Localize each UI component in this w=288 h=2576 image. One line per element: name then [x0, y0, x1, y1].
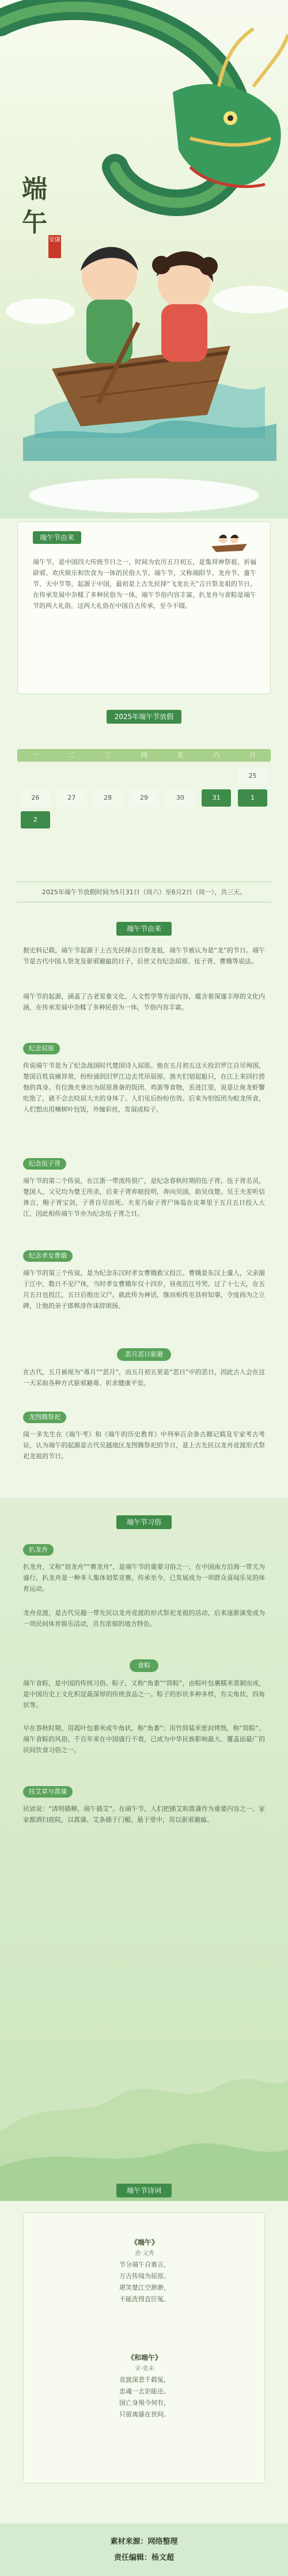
holiday-note: 2025年端午节放假时间为5月31日（周六）至6月2日（周一），共三天。: [41, 888, 247, 896]
calendar-day: 27: [57, 789, 86, 807]
calendar-empty-cell: [57, 767, 86, 785]
origin-sub-text: 端午节的第二个传说，在江浙一带流传很广，是纪念春秋时期的伍子胥。伍子胥名员，楚国人，父兄均为楚王所杀，后来子胥弃暗投明，奔向吴国，助吴伐楚。吴王夫差听信谗言，赐子胥宝剑，子胥自尽而死。夫差乃取子胥尸体装在皮革里于五月五日投入大江，因此相传端午节亦为纪念伍子胥之日。: [23, 1177, 265, 1217]
origin-sub-tag: 纪念伍子胥: [23, 1158, 66, 1170]
calendar-empty-cell: [130, 811, 159, 829]
calendar-day: 29: [130, 789, 159, 807]
holiday-calendar: [17, 749, 271, 876]
origin-sub-text: 闻一多先生在《端午考》和《端午的历史教育》中列举百余条古籍记载及专家考古考证，认为端午的起源是古代吴越地区龙图腾祭祀的节日，是上古先民以龙舟竞渡形式祭祀龙祖的节日。: [23, 1431, 265, 1460]
calendar-day: 25: [238, 767, 267, 785]
customs-sub-text: 民谚说：“清明插柳，端午插艾”。在端午节，人们把插艾和菖蒲作为重要内容之一。家家都洒扫庭院，以菖蒲、艾条插于门楣，悬于堂中，用以驱邪避瘟。: [23, 1805, 265, 1824]
hero-title: 端 午: [22, 175, 48, 237]
calendar-empty-cell: [202, 811, 231, 829]
mountain-bg: [0, 1498, 288, 2201]
poem-line: 不能洗得直臣冤。: [119, 2295, 170, 2303]
calendar-day: 31: [202, 789, 231, 807]
origin-sub-tag: 龙图腾祭祀: [23, 1412, 66, 1423]
poem-author: 宋·张耒: [135, 2366, 154, 2372]
poem-title: 《端午》: [130, 2238, 158, 2246]
poem: [24, 2351, 266, 2420]
customs-sub-tag: 扒龙舟: [23, 1544, 54, 1556]
origin-sub-tag: 纪念屈原: [23, 1043, 60, 1054]
poem-author: 唐·文秀: [135, 2250, 154, 2257]
calendar-weekdays: [17, 749, 271, 762]
weekday: 三: [104, 751, 111, 759]
weekday: 五: [177, 751, 184, 759]
calendar-empty-cell: [202, 767, 231, 785]
poem-line: 只留离骚在世间。: [119, 2411, 170, 2418]
customs-sub-text: 端午食粽，是中国的传统习俗。粽子，又称“角黍”“筒粽”，由粽叶包裹糯米蒸制而成，是中国历史上文化积淀最深厚的传统食品之一。粽子的形状多种多样，有尖角状、四角状等。: [23, 1679, 265, 1709]
customs-sub-tag: 食粽: [130, 1659, 158, 1672]
weekday: 日: [249, 751, 256, 759]
origin-sub-text: 在古代，五月被视为“毒月”“恶月”，而五月初五更是“恶日”中的恶日，因此古人会在这一天采取各种方式驱邪避毒、祈求健康平安。: [23, 1368, 265, 1387]
calendar-title: 2025年端午节放假: [107, 710, 181, 724]
poem-line: 竞渡深悲千载冤，: [119, 2376, 170, 2384]
intro-card: [17, 521, 271, 694]
weekday: 四: [141, 751, 147, 759]
customs-sub-text: 龙舟竞渡，是古代吴越一带先民以龙舟竞渡的形式祭祀龙祖的活动，后来逐渐演变成为一项民间体育娱乐活动，具有浓郁的地方特色。: [23, 1609, 265, 1628]
customs-sub-tag: 挂艾草与菖蒲: [23, 1786, 73, 1798]
customs-sub-text: 扒龙舟，又称“划龙舟”“赛龙舟”，是端午节的重要习俗之一，在中国南方沿海一带尤为盛行。扒龙舟是一种多人集体划桨竞赛，传承至今，已发展成为一项群众喜闻乐见的体育运动。: [23, 1563, 265, 1592]
footer: [0, 2524, 288, 2576]
calendar-empty-cell: [57, 811, 86, 829]
hero-stamp: 安康: [48, 235, 61, 258]
calendar-day: 26: [21, 789, 50, 807]
poem-line: 节分端午自谁言，: [119, 2261, 170, 2268]
origin-paragraph: 端午节的起源，涵盖了古老星象文化、人文哲学等方面内容，蕴含着深邃丰厚的文化内涵，在传承发展中杂糅了多种民俗为一体，节俗内容丰富。: [23, 993, 265, 1011]
poem-title: 《和端午》: [127, 2354, 162, 2362]
origin-banner: 端午节由来: [116, 922, 172, 936]
origin-sub-tag: 恶月恶日驱避: [117, 1348, 171, 1361]
poems-card: [23, 2212, 265, 2483]
hero-banner: [0, 0, 288, 519]
calendar-day: 28: [93, 789, 123, 807]
poem-line: 国亡身殒今何有，: [119, 2399, 170, 2407]
calendar-empty-cell: [21, 767, 50, 785]
poems-banner: 端午节诗词: [116, 2184, 172, 2197]
calendar-day: 2: [21, 811, 50, 829]
customs-sub-text: 早在春秋时期，用菰叶包黍米成牛角状，称“角黍”；用竹筒装米密封烤熟，称“筒粽”。端午食粽的风俗，千百年来在中国盛行不衰，已成为中华民族影响最大、覆盖面最广的民间饮食习俗之一。: [23, 1724, 265, 1754]
footer-editor: 责任编辑：杨文超: [113, 2554, 174, 2562]
calendar-empty-cell: [93, 767, 123, 785]
origin-sub-text: 端午节的第三个传说，是为纪念东汉时孝女曹娥救父投江。曹娥是东汉上虞人，父亲溺于江中，数日不见尸体，当时孝女曹娥年仅十四岁，昼夜沿江号哭。过了十七天，在五月五日也投江，五日后抱出父尸。就此传为神话，继而相传至县府知事，令度尚为之立碑，让他的弟子邯郸淳作诔辞颂扬。: [23, 1269, 265, 1310]
intro-tag: 端午节由来: [33, 531, 81, 544]
mini-boat-icon: [209, 530, 249, 553]
weekday: 六: [213, 751, 220, 759]
customs-band: [0, 1498, 288, 2201]
calendar-day: 1: [238, 789, 267, 807]
intro-text: 端午节，是中国四大传统节日之一，时间为农历五月初五，是集拜神祭祖、祈福辟邪、欢庆娱乐和饮食为一体的民俗大节。端午节，又称端阳节、龙舟节、重午节、天中节等，起源于中国，最初是上古先民择“飞龙在天”吉日祭龙祖的节日。在传承发展中杂糅了多种民俗为一体，端午节俗内容丰富，扒龙舟与食粽是端午节的两大礼俗，这两大礼俗在中国自古传承，至今不辍。: [33, 558, 256, 610]
weekday: 一: [32, 751, 39, 759]
origin-sub-text: 传说端午节是为了纪念战国时代楚国诗人屈原。他在五月初五这天投汨罗江自尽殉国，楚国百姓哀痛异常，纷纷涌到汨罗江边去凭吊屈原。渔夫们划起船只，在江上来回打捞他的真身。有位渔夫拿出为屈原准备的饭团、鸡蛋等食物，丢进江里，说是让鱼龙虾蟹吃饱了，就不会去咬屈大夫的身体了。人们见后纷纷仿效。后来为怕饭团为蛟龙所食，人们想出用楝树叶包饭，外缠彩丝，发展成棕子。: [23, 1062, 265, 1113]
origin-sub-tag: 纪念孝女曹娥: [23, 1250, 73, 1262]
origin-paragraph: 据史料记载，端午节起源于上古先民择吉日祭龙祖，端午节被认为是“龙”的节日。端午节是古代中国人祭龙及驱邪避瘟的日子，后世又有纪念屈原、伍子胥、曹娥等说法。: [23, 947, 265, 965]
customs-banner: 端午节习俗: [116, 1515, 172, 1529]
calendar-empty-cell: [165, 811, 195, 829]
calendar-empty-cell: [165, 767, 195, 785]
weekday: 二: [68, 751, 75, 759]
calendar-day: 30: [165, 789, 195, 807]
dragon-illustration: [0, 0, 288, 519]
poem: [24, 2236, 266, 2305]
poem-line: 堪笑楚江空渺渺，: [119, 2284, 170, 2291]
calendar-empty-cell: [130, 767, 159, 785]
poem-line: 万古传闻为屈原。: [119, 2272, 170, 2280]
footer-source: 素材来源：网络整理: [110, 2537, 178, 2546]
calendar-empty-cell: [238, 811, 267, 829]
poem-line: 忠魂一去讵能还。: [119, 2388, 170, 2395]
calendar-days: [17, 767, 271, 829]
calendar-empty-cell: [93, 811, 123, 829]
